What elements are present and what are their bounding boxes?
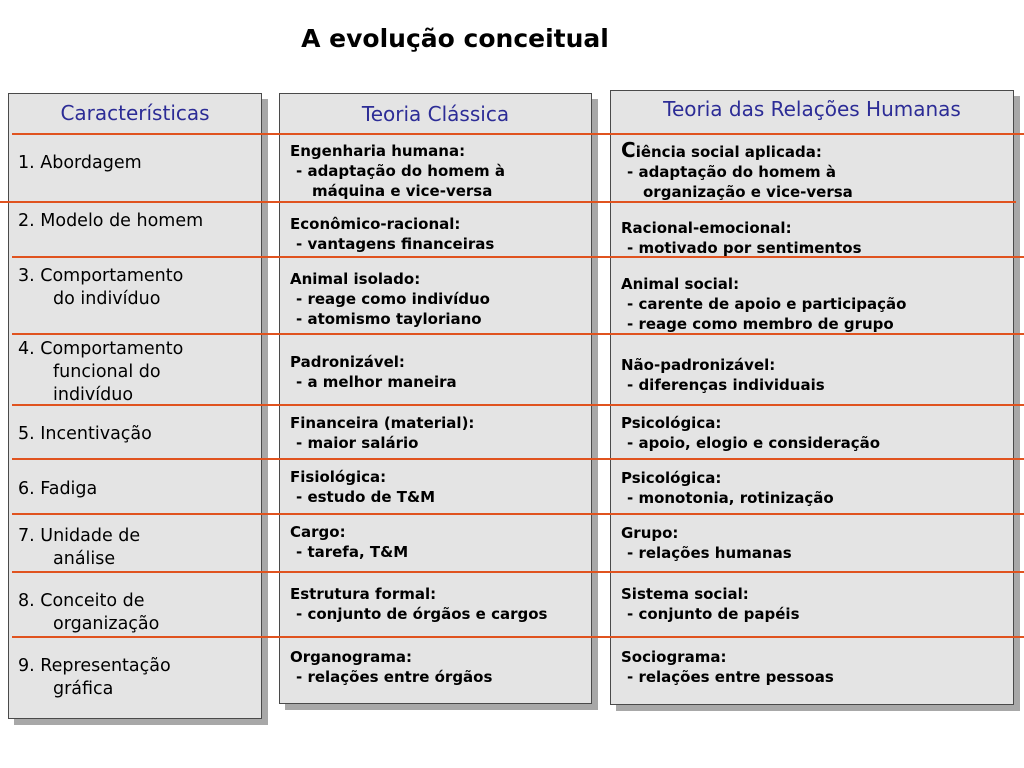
row-divider (12, 636, 1024, 638)
row-label-conceito-de-organizacao: 8. Conceito de organização (18, 591, 160, 634)
humanas-cell-representacao-grafica: Sociograma: - relações entre pessoas (621, 648, 834, 686)
humanas-cell-comportamento-do-individuo: Animal social: - carente de apoio e participação - reage como membro de grupo (621, 275, 907, 333)
classica-cell-incentivacao: Financeira (material): - maior salário (290, 414, 475, 452)
classica-cell-unidade-de-analise: Cargo: - tarefa, T&M (290, 523, 409, 561)
humanas-cell-comportamento-funcional: Não-padronizável: - diferenças individuais (621, 356, 825, 394)
row-divider (12, 571, 1024, 573)
row-label-modelo-de-homem: 2. Modelo de homem (18, 211, 204, 231)
classica-cell-comportamento-funcional: Padronizável: - a melhor maneira (290, 353, 457, 391)
characteristics-header: Características (60, 101, 210, 125)
row-label-fadiga: 6. Fadiga (18, 479, 98, 499)
humanas-cell-conceito-de-organizacao: Sistema social: - conjunto de papéis (621, 585, 800, 623)
humanas-cell-incentivacao: Psicológica: - apoio, elogio e consideração (621, 414, 881, 452)
row-label-comportamento-funcional: 4. Comportamento funcional do indivíduo (18, 339, 184, 405)
classical-theory-header: Teoria Clássica (361, 102, 510, 126)
humanas-cell-unidade-de-analise: Grupo: - relações humanas (621, 524, 792, 562)
row-divider (12, 513, 1024, 515)
page-title: A evolução conceitual (301, 24, 609, 53)
row-label-representacao-grafica: 9. Representação gráfica (18, 656, 171, 699)
humanas-cell-abordagem: Ciência social aplicada: - adaptação do homem à organização e vice-versa (621, 138, 853, 201)
row-label-abordagem: 1. Abordagem (18, 153, 142, 173)
classica-cell-representacao-grafica: Organograma: - relações entre órgãos (290, 648, 493, 686)
classica-cell-comportamento-do-individuo: Animal isolado: - reage como indivíduo - atomismo tayloriano (290, 270, 490, 328)
row-label-unidade-de-analise: 7. Unidade de análise (18, 526, 141, 569)
row-label-comportamento-do-individuo: 3. Comportamento do indivíduo (18, 266, 184, 309)
row-divider (12, 133, 1024, 135)
row-divider (12, 458, 1024, 460)
classica-cell-fadiga: Fisiológica: - estudo de T&M (290, 468, 436, 506)
humanas-cell-modelo-de-homem: Racional-emocional: - motivado por sentimentos (621, 219, 862, 257)
classica-cell-abordagem: Engenharia humana: - adaptação do homem à máquina e vice-versa (290, 142, 506, 200)
classica-cell-modelo-de-homem: Econômico-racional: - vantagens financeiras (290, 215, 495, 253)
classica-cell-conceito-de-organizacao: Estrutura formal: - conjunto de órgãos e cargos (290, 585, 548, 623)
humanas-cell-fadiga: Psicológica: - monotonia, rotinização (621, 469, 834, 507)
row-label-incentivacao: 5. Incentivação (18, 424, 152, 444)
human-relations-header: Teoria das Relações Humanas (663, 97, 961, 121)
